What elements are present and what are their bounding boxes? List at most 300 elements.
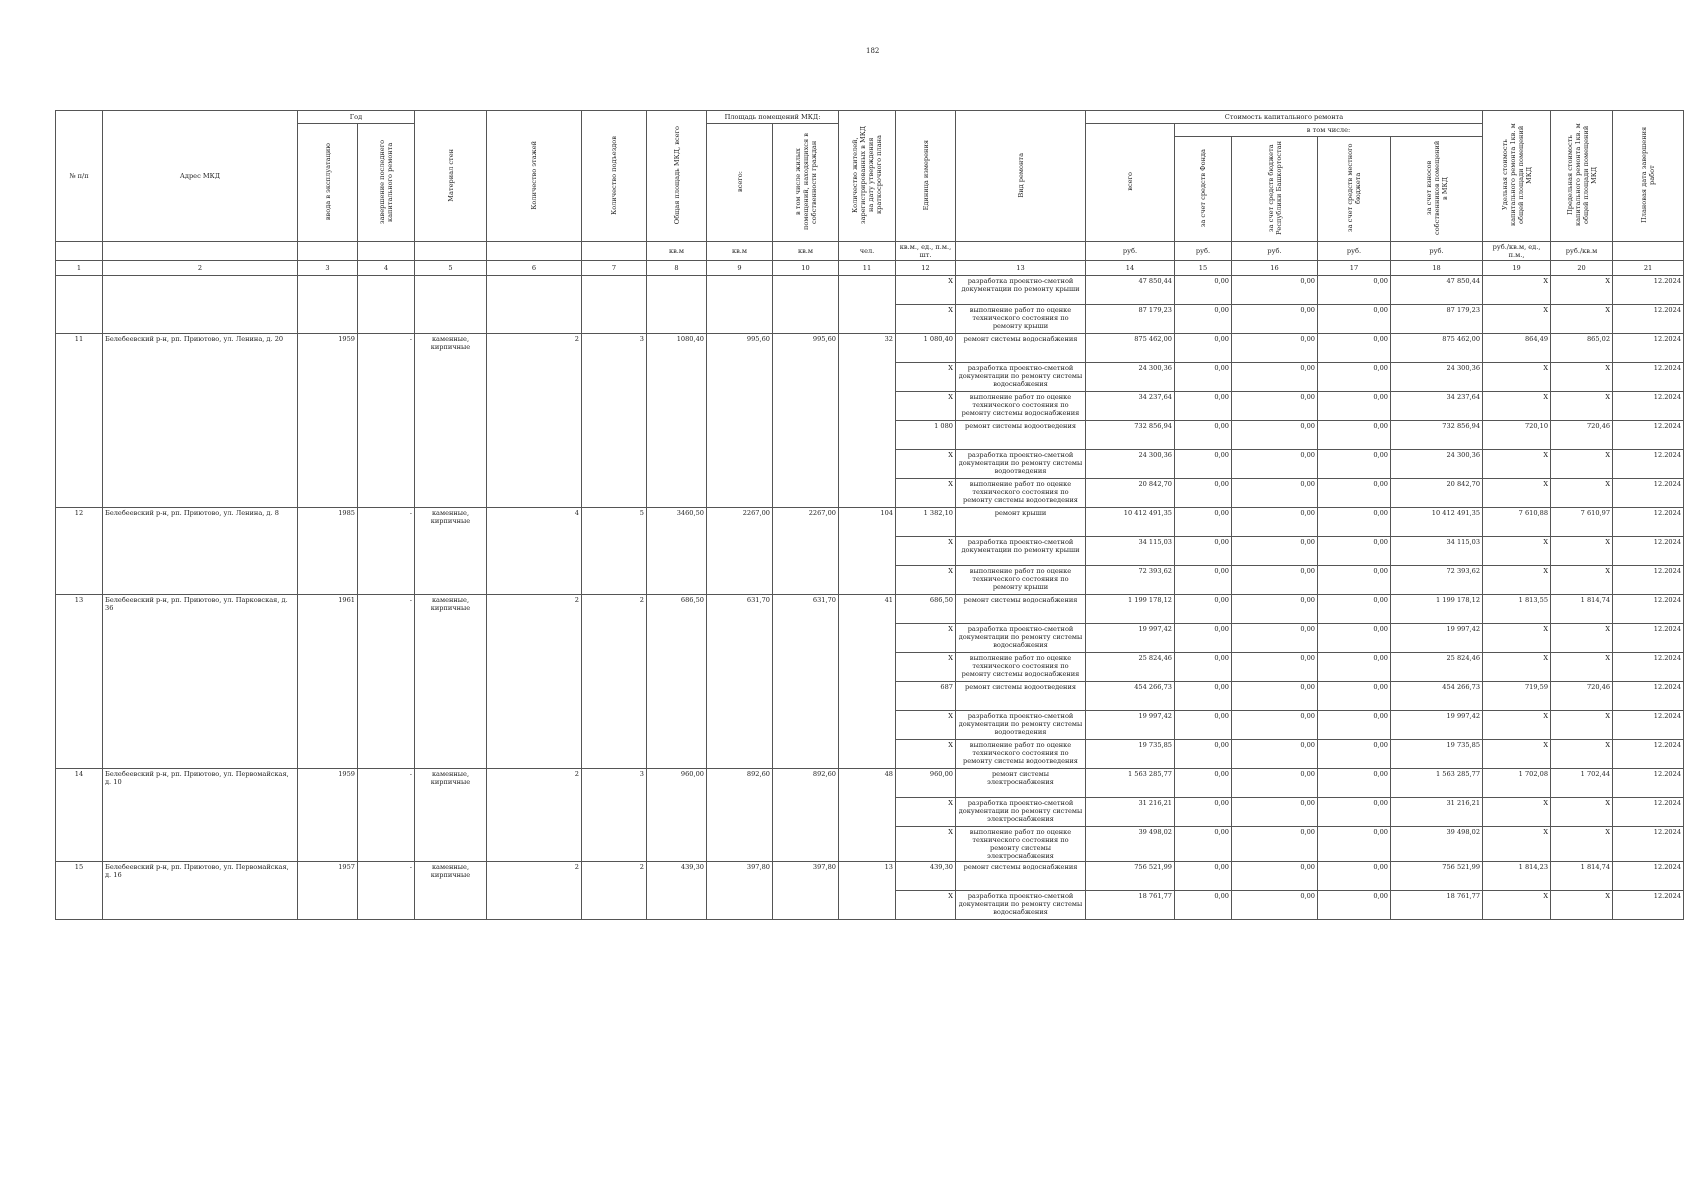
limit-cost: X: [1551, 537, 1613, 566]
limit-cost: 720,46: [1551, 421, 1613, 450]
header-including: в том числе:: [1175, 124, 1483, 137]
planned-date: 12.2024: [1613, 653, 1684, 682]
work-unit: X: [896, 798, 956, 827]
column-number: 8: [647, 261, 707, 276]
total-area: 960,00: [647, 769, 707, 862]
cost-owners: 24 300,36: [1391, 450, 1483, 479]
header-area-all: всего:: [707, 124, 773, 242]
cost-total: 454 266,73: [1086, 682, 1175, 711]
repair-type: разработка проектно-сметной документации по ремонту системы водоснабжения: [956, 624, 1086, 653]
work-unit: X: [896, 537, 956, 566]
specific-cost: X: [1483, 566, 1551, 595]
cost-local-budget: 0,00: [1318, 653, 1391, 682]
commission-year: 1959: [298, 334, 358, 508]
limit-cost: X: [1551, 305, 1613, 334]
area-residential: 2267,00: [773, 508, 839, 595]
house-number: 11: [56, 334, 103, 508]
repair-type: ремонт системы водоотведения: [956, 682, 1086, 711]
cost-local-budget: 0,00: [1318, 450, 1391, 479]
work-unit: X: [896, 891, 956, 920]
limit-cost: X: [1551, 798, 1613, 827]
cost-local-budget: 0,00: [1318, 740, 1391, 769]
wall-material: каменные, кирпичные: [415, 769, 487, 862]
residents-count: 41: [839, 595, 896, 769]
work-unit: X: [896, 740, 956, 769]
header-specific-cost: Удельная стоимость капитального ремонта 1кв. м общей площади помещений МКД: [1483, 111, 1551, 242]
repair-type: ремонт системы электроснабжения: [956, 769, 1086, 798]
area-all: 995,60: [707, 334, 773, 508]
specific-cost: X: [1483, 276, 1551, 305]
last-repair-year: -: [358, 862, 415, 920]
work-unit: X: [896, 450, 956, 479]
cost-total: 756 521,99: [1086, 862, 1175, 891]
table-row: [56, 862, 1684, 891]
column-number: 6: [487, 261, 582, 276]
cost-local-budget: 0,00: [1318, 566, 1391, 595]
planned-date: 12.2024: [1613, 508, 1684, 537]
specific-cost: X: [1483, 711, 1551, 740]
residents-count: 48: [839, 769, 896, 862]
cost-republic-budget: 0,00: [1232, 537, 1318, 566]
cost-fund: 0,00: [1175, 891, 1232, 920]
units-row: [56, 242, 1684, 261]
work-unit: X: [896, 276, 956, 305]
cost-total: 39 498,02: [1086, 827, 1175, 862]
cost-fund: 0,00: [1175, 711, 1232, 740]
planned-date: 12.2024: [1613, 392, 1684, 421]
specific-cost: X: [1483, 798, 1551, 827]
repair-type: выполнение работ по оценке технического состояния по ремонту системы водоотведения: [956, 740, 1086, 769]
cost-fund: 0,00: [1175, 363, 1232, 392]
house-number: 13: [56, 595, 103, 769]
planned-date: 12.2024: [1613, 566, 1684, 595]
specific-cost: X: [1483, 479, 1551, 508]
cost-fund: 0,00: [1175, 769, 1232, 798]
specific-cost: 1 814,23: [1483, 862, 1551, 891]
header-planned-date: Плановая дата завершения работ: [1613, 111, 1684, 242]
cost-republic-budget: 0,00: [1232, 798, 1318, 827]
limit-cost: X: [1551, 711, 1613, 740]
limit-cost: X: [1551, 450, 1613, 479]
header-limit-cost: Предельная стоимость капитального ремонта 1кв. м общей площади помещений МКД: [1551, 111, 1613, 242]
repair-type: разработка проектно-сметной документации по ремонту системы электроснабжения: [956, 798, 1086, 827]
area-residential: 397,80: [773, 862, 839, 920]
unit-label: руб./кв.м: [1551, 242, 1613, 261]
unit-label: кв.м., ед., п.м., шт.: [896, 242, 956, 261]
column-number: 11: [839, 261, 896, 276]
planned-date: 12.2024: [1613, 595, 1684, 624]
cost-local-budget: 0,00: [1318, 624, 1391, 653]
floors-count: 2: [487, 769, 582, 862]
cost-local-budget: 0,00: [1318, 537, 1391, 566]
house-number: 14: [56, 769, 103, 862]
cost-owners: 875 462,00: [1391, 334, 1483, 363]
work-unit: X: [896, 479, 956, 508]
work-unit: X: [896, 566, 956, 595]
unit-label: кв.м: [707, 242, 773, 261]
work-unit: X: [896, 827, 956, 862]
column-number: 16: [1232, 261, 1318, 276]
repair-type: выполнение работ по оценке технического состояния по ремонту системы электроснабжения: [956, 827, 1086, 862]
cost-republic-budget: 0,00: [1232, 740, 1318, 769]
cost-local-budget: 0,00: [1318, 862, 1391, 891]
commission-year: [298, 276, 358, 334]
cost-fund: 0,00: [1175, 479, 1232, 508]
column-number: 20: [1551, 261, 1613, 276]
last-repair-year: -: [358, 595, 415, 769]
limit-cost: X: [1551, 624, 1613, 653]
cost-fund: 0,00: [1175, 421, 1232, 450]
cost-republic-budget: 0,00: [1232, 566, 1318, 595]
cost-owners: 47 850,44: [1391, 276, 1483, 305]
cost-owners: 454 266,73: [1391, 682, 1483, 711]
repair-type: разработка проектно-сметной документации по ремонту крыши: [956, 276, 1086, 305]
repair-type: ремонт системы водоотведения: [956, 421, 1086, 450]
column-number: 9: [707, 261, 773, 276]
area-all: 397,80: [707, 862, 773, 920]
column-number: 12: [896, 261, 956, 276]
limit-cost: X: [1551, 392, 1613, 421]
area-all: 892,60: [707, 769, 773, 862]
cost-local-budget: 0,00: [1318, 363, 1391, 392]
wall-material: каменные, кирпичные: [415, 862, 487, 920]
repair-type: разработка проектно-сметной документации по ремонту системы водоотведения: [956, 711, 1086, 740]
cost-owners: 31 216,21: [1391, 798, 1483, 827]
header-cost-group: Стоимость капитального ремонта: [1086, 111, 1483, 124]
cost-local-budget: 0,00: [1318, 891, 1391, 920]
house-number: 15: [56, 862, 103, 920]
repair-type: ремонт крыши: [956, 508, 1086, 537]
header-residents: Количество жителей, зарегистрированных в МКД на дату утверждения краткосрочного плана: [839, 111, 896, 242]
limit-cost: X: [1551, 479, 1613, 508]
residents-count: [839, 276, 896, 334]
planned-date: 12.2024: [1613, 421, 1684, 450]
cost-republic-budget: 0,00: [1232, 595, 1318, 624]
entrances-count: 2: [582, 595, 647, 769]
last-repair-year: -: [358, 769, 415, 862]
cost-total: 20 842,70: [1086, 479, 1175, 508]
cost-fund: 0,00: [1175, 334, 1232, 363]
planned-date: 12.2024: [1613, 769, 1684, 798]
table-body: [56, 276, 1684, 920]
specific-cost: 719,59: [1483, 682, 1551, 711]
cost-local-budget: 0,00: [1318, 508, 1391, 537]
cost-local-budget: 0,00: [1318, 392, 1391, 421]
column-number: 7: [582, 261, 647, 276]
house-number: 12: [56, 508, 103, 595]
specific-cost: X: [1483, 305, 1551, 334]
cost-total: 34 237,64: [1086, 392, 1175, 421]
area-all: [707, 276, 773, 334]
cost-fund: 0,00: [1175, 392, 1232, 421]
work-unit: X: [896, 653, 956, 682]
cost-owners: 20 842,70: [1391, 479, 1483, 508]
cost-fund: 0,00: [1175, 595, 1232, 624]
specific-cost: 720,10: [1483, 421, 1551, 450]
work-unit: X: [896, 711, 956, 740]
cost-republic-budget: 0,00: [1232, 653, 1318, 682]
cost-owners: 1 199 178,12: [1391, 595, 1483, 624]
cost-fund: 0,00: [1175, 276, 1232, 305]
header-area-group: Площадь помещений МКД:: [707, 111, 839, 124]
column-number: 10: [773, 261, 839, 276]
cost-republic-budget: 0,00: [1232, 450, 1318, 479]
cost-fund: 0,00: [1175, 682, 1232, 711]
unit-label: кв.м: [773, 242, 839, 261]
cost-fund: 0,00: [1175, 827, 1232, 862]
limit-cost: 7 610,97: [1551, 508, 1613, 537]
header-address: Адрес МКД: [103, 111, 298, 242]
floors-count: 4: [487, 508, 582, 595]
work-unit: X: [896, 363, 956, 392]
repair-type: выполнение работ по оценке технического состояния по ремонту системы водоснабжения: [956, 392, 1086, 421]
house-address: Белебеевский р-н, рп. Приютово, ул. Первомайская, д. 16: [103, 862, 298, 920]
cost-republic-budget: 0,00: [1232, 827, 1318, 862]
cost-total: 732 856,94: [1086, 421, 1175, 450]
work-unit: 1 080,40: [896, 334, 956, 363]
total-area: 439,30: [647, 862, 707, 920]
column-number: 17: [1318, 261, 1391, 276]
planned-date: 12.2024: [1613, 740, 1684, 769]
header-local-budget: за счет средств местного бюджета: [1318, 137, 1391, 242]
planned-date: 12.2024: [1613, 479, 1684, 508]
limit-cost: 865,02: [1551, 334, 1613, 363]
header-area-residential: в том числе жилых помещений, находящихся в собственности граждан: [773, 124, 839, 242]
cost-fund: 0,00: [1175, 624, 1232, 653]
specific-cost: X: [1483, 827, 1551, 862]
last-repair-year: -: [358, 508, 415, 595]
commission-year: 1959: [298, 769, 358, 862]
planned-date: 12.2024: [1613, 682, 1684, 711]
wall-material: каменные, кирпичные: [415, 334, 487, 508]
cost-total: 72 393,62: [1086, 566, 1175, 595]
cost-fund: 0,00: [1175, 862, 1232, 891]
column-number: 15: [1175, 261, 1232, 276]
area-residential: 995,60: [773, 334, 839, 508]
header-republic-budget: за счет средств бюджета Республики Башкортостан: [1232, 137, 1318, 242]
cost-fund: 0,00: [1175, 740, 1232, 769]
column-numbers-row: [56, 261, 1684, 276]
work-unit: 960,00: [896, 769, 956, 798]
cost-fund: 0,00: [1175, 653, 1232, 682]
last-repair-year: -: [358, 334, 415, 508]
house-address: Белебеевский р-н, рп. Приютово, ул. Ленина, д. 20: [103, 334, 298, 508]
entrances-count: 5: [582, 508, 647, 595]
wall-material: каменные, кирпичные: [415, 595, 487, 769]
floors-count: 2: [487, 334, 582, 508]
repair-type: выполнение работ по оценке технического состояния по ремонту крыши: [956, 305, 1086, 334]
cost-owners: 24 300,36: [1391, 363, 1483, 392]
planned-date: 12.2024: [1613, 276, 1684, 305]
header-total-area: Общая площадь МКД, всего: [647, 111, 707, 242]
repair-type: ремонт системы водоснабжения: [956, 595, 1086, 624]
unit-label: руб.: [1175, 242, 1232, 261]
unit-label: руб.: [1086, 242, 1175, 261]
cost-republic-budget: 0,00: [1232, 769, 1318, 798]
limit-cost: X: [1551, 740, 1613, 769]
header-wall-material: Материал стен: [415, 111, 487, 242]
cost-local-budget: 0,00: [1318, 769, 1391, 798]
cost-local-budget: 0,00: [1318, 682, 1391, 711]
planned-date: 12.2024: [1613, 537, 1684, 566]
table-row: [56, 595, 1684, 624]
cost-total: 34 115,03: [1086, 537, 1175, 566]
unit-label: руб./кв.м, ед., п.м.,: [1483, 242, 1551, 261]
specific-cost: 1 702,08: [1483, 769, 1551, 798]
cost-owners: 19 997,42: [1391, 624, 1483, 653]
repair-type: ремонт системы водоснабжения: [956, 334, 1086, 363]
specific-cost: X: [1483, 740, 1551, 769]
cost-local-budget: 0,00: [1318, 798, 1391, 827]
column-number: 3: [298, 261, 358, 276]
specific-cost: X: [1483, 891, 1551, 920]
cost-owners: 756 521,99: [1391, 862, 1483, 891]
planned-date: 12.2024: [1613, 798, 1684, 827]
cost-total: 1 199 178,12: [1086, 595, 1175, 624]
repair-type: выполнение работ по оценке технического состояния по ремонту системы водоснабжения: [956, 653, 1086, 682]
floors-count: [487, 276, 582, 334]
header-fund: за счет средств Фонда: [1175, 137, 1232, 242]
cost-owners: 72 393,62: [1391, 566, 1483, 595]
cost-fund: 0,00: [1175, 537, 1232, 566]
limit-cost: 1 814,74: [1551, 862, 1613, 891]
cost-total: 19 735,85: [1086, 740, 1175, 769]
entrances-count: 3: [582, 334, 647, 508]
cost-fund: 0,00: [1175, 566, 1232, 595]
work-unit: 1 382,10: [896, 508, 956, 537]
cost-republic-budget: 0,00: [1232, 276, 1318, 305]
planned-date: 12.2024: [1613, 862, 1684, 891]
cost-total: 875 462,00: [1086, 334, 1175, 363]
header-repair-type: Вид ремонта: [956, 111, 1086, 242]
entrances-count: 2: [582, 862, 647, 920]
last-repair-year: [358, 276, 415, 334]
cost-total: 19 997,42: [1086, 711, 1175, 740]
cost-local-budget: 0,00: [1318, 711, 1391, 740]
work-unit: 1 080: [896, 421, 956, 450]
planned-date: 12.2024: [1613, 305, 1684, 334]
entrances-count: 3: [582, 769, 647, 862]
cost-fund: 0,00: [1175, 450, 1232, 479]
column-number: 1: [56, 261, 103, 276]
limit-cost: X: [1551, 891, 1613, 920]
header-owners: за счет взносов собственников помещений в МКД: [1391, 137, 1483, 242]
specific-cost: 7 610,88: [1483, 508, 1551, 537]
limit-cost: 1 814,74: [1551, 595, 1613, 624]
column-number: 13: [956, 261, 1086, 276]
cost-republic-budget: 0,00: [1232, 862, 1318, 891]
cost-republic-budget: 0,00: [1232, 392, 1318, 421]
cost-republic-budget: 0,00: [1232, 334, 1318, 363]
capital-repair-table: [55, 110, 1684, 920]
cost-fund: 0,00: [1175, 508, 1232, 537]
cost-fund: 0,00: [1175, 798, 1232, 827]
work-unit: X: [896, 392, 956, 421]
total-area: [647, 276, 707, 334]
wall-material: каменные, кирпичные: [415, 508, 487, 595]
repair-type: разработка проектно-сметной документации по ремонту системы водоснабжения: [956, 891, 1086, 920]
residents-count: 32: [839, 334, 896, 508]
specific-cost: X: [1483, 392, 1551, 421]
repair-type: ремонт системы водоснабжения: [956, 862, 1086, 891]
planned-date: 12.2024: [1613, 334, 1684, 363]
table-row: [56, 334, 1684, 363]
limit-cost: X: [1551, 276, 1613, 305]
cost-republic-budget: 0,00: [1232, 508, 1318, 537]
column-number: 21: [1613, 261, 1684, 276]
column-number: 4: [358, 261, 415, 276]
house-address: [103, 276, 298, 334]
cost-owners: 18 761,77: [1391, 891, 1483, 920]
cost-republic-budget: 0,00: [1232, 363, 1318, 392]
cost-owners: 10 412 491,35: [1391, 508, 1483, 537]
commission-year: 1957: [298, 862, 358, 920]
cost-total: 31 216,21: [1086, 798, 1175, 827]
floors-count: 2: [487, 862, 582, 920]
unit-label: руб.: [1318, 242, 1391, 261]
work-unit: 686,50: [896, 595, 956, 624]
page-number: 182: [866, 47, 880, 55]
residents-count: 104: [839, 508, 896, 595]
planned-date: 12.2024: [1613, 363, 1684, 392]
limit-cost: X: [1551, 363, 1613, 392]
wall-material: [415, 276, 487, 334]
cost-local-budget: 0,00: [1318, 276, 1391, 305]
work-unit: 439,30: [896, 862, 956, 891]
unit-label: кв.м: [647, 242, 707, 261]
cost-owners: 39 498,02: [1391, 827, 1483, 862]
header-commission-year: ввода в эксплуатацию: [298, 124, 358, 242]
cost-local-budget: 0,00: [1318, 595, 1391, 624]
cost-owners: 1 563 285,77: [1391, 769, 1483, 798]
unit-label: чел.: [839, 242, 896, 261]
house-address: Белебеевский р-н, рп. Приютово, ул. Первомайская, д. 10: [103, 769, 298, 862]
cost-republic-budget: 0,00: [1232, 305, 1318, 334]
cost-republic-budget: 0,00: [1232, 421, 1318, 450]
cost-republic-budget: 0,00: [1232, 479, 1318, 508]
specific-cost: X: [1483, 537, 1551, 566]
area-residential: [773, 276, 839, 334]
cost-republic-budget: 0,00: [1232, 624, 1318, 653]
column-number: 19: [1483, 261, 1551, 276]
cost-total: 10 412 491,35: [1086, 508, 1175, 537]
planned-date: 12.2024: [1613, 711, 1684, 740]
column-number: 2: [103, 261, 298, 276]
cost-total: 47 850,44: [1086, 276, 1175, 305]
cost-republic-budget: 0,00: [1232, 891, 1318, 920]
cost-local-budget: 0,00: [1318, 334, 1391, 363]
header-number: № п/п: [56, 111, 103, 242]
cost-owners: 19 997,42: [1391, 711, 1483, 740]
specific-cost: 864,49: [1483, 334, 1551, 363]
column-number: 14: [1086, 261, 1175, 276]
area-all: 631,70: [707, 595, 773, 769]
repair-type: разработка проектно-сметной документации по ремонту крыши: [956, 537, 1086, 566]
unit-label: руб.: [1232, 242, 1318, 261]
header-year-group: Год: [298, 111, 415, 124]
header-last-repair-year: завершение последнего капитального ремонта: [358, 124, 415, 242]
residents-count: 13: [839, 862, 896, 920]
house-address: Белебеевский р-н, рп. Приютово, ул. Парковская, д. 36: [103, 595, 298, 769]
column-number: 18: [1391, 261, 1483, 276]
area-residential: 631,70: [773, 595, 839, 769]
limit-cost: 720,46: [1551, 682, 1613, 711]
total-area: 3460,50: [647, 508, 707, 595]
floors-count: 2: [487, 595, 582, 769]
cost-local-budget: 0,00: [1318, 305, 1391, 334]
cost-total: 18 761,77: [1086, 891, 1175, 920]
table-row: [56, 508, 1684, 537]
